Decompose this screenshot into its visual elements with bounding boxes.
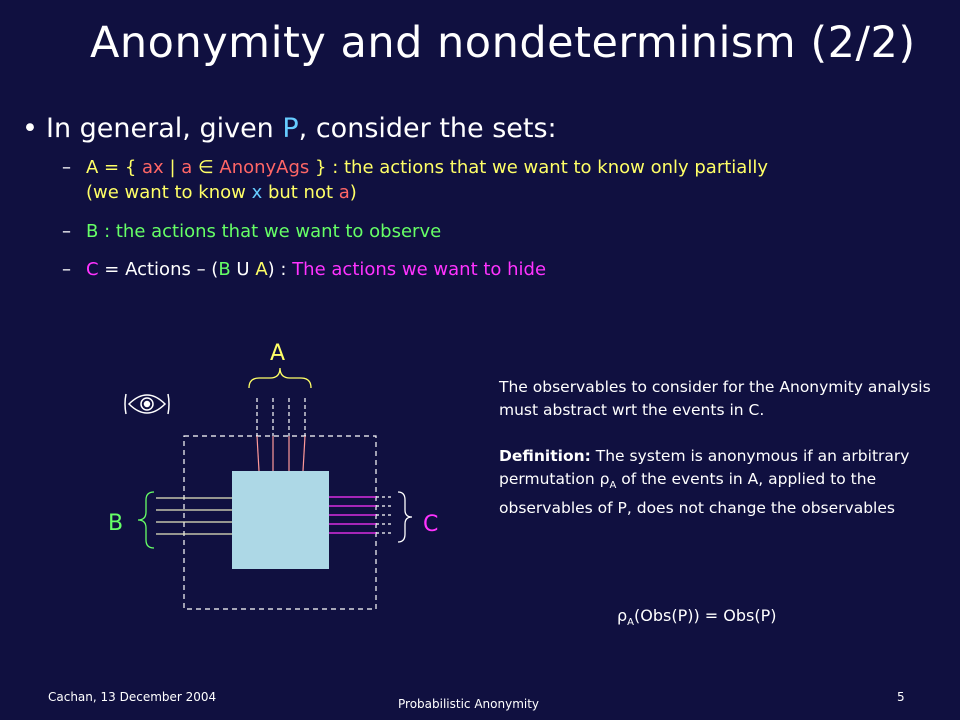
bullet-post: , consider the sets: [298,113,557,144]
formula-rest: (Obs(P)) = Obs(P) [634,606,777,625]
item-c-label: C [86,259,99,280]
b-brace [138,492,154,548]
item-a-l2c: but not [262,182,339,203]
label-b: B [108,511,124,536]
item-a-l2a: (we want to know [86,182,252,203]
item-a-desc: } : the actions that we want to know only partially [309,157,768,178]
definition-paragraph [499,445,939,520]
c-brace [398,492,412,542]
definition-label: Definition: [499,447,591,465]
item-c-close: ) [267,259,275,280]
item-a-l2d: a [338,182,350,203]
item-a-agents: AnonyAgs [219,157,310,178]
dash-c: – [62,259,71,280]
a-brace [249,368,311,388]
item-a-x: x [251,182,263,203]
item-c-eq: = Actions – ( [98,259,219,280]
item-a-a: a [181,157,193,178]
bullet-dot: • [22,113,38,144]
item-c-b: B [218,259,231,280]
item-c-a: A [255,259,268,280]
eye-icon [125,394,169,414]
item-a-ax: ax [142,157,164,178]
anonymity-formula [617,606,777,628]
c-wires [329,497,392,533]
bullet-p: P [282,113,299,144]
footer-title: Probabilistic Anonymity [398,697,540,711]
side-explanation [499,376,939,543]
system-box [232,471,329,569]
item-a-in: ∈ [192,157,220,178]
item-c-union: U [230,259,256,280]
item-a-l2e: ) [349,182,357,203]
formula-sub: A [627,617,634,629]
item-a-bar: | [163,157,182,178]
label-a: A [270,341,286,366]
footer-date: Cachan, 13 December 2004 [48,690,217,704]
item-c-colon: : [274,259,293,280]
page-number: 5 [897,690,905,704]
dash-b: – [62,221,71,242]
b-wires [156,498,232,534]
slide-title: Anonymity and nondeterminism (2/2) [90,18,916,68]
label-c: C [423,512,439,537]
observables-note: The observables to consider for the Anonymity analysis must abstract wrt the events in C. [499,378,931,419]
dash-a: – [62,157,71,178]
item-b-label: B : [86,221,116,242]
definition-text-2: of the events in A, applied to the observables of P, does not change the observables [499,470,895,518]
item-a-eq: = { [98,157,143,178]
item-a-set: A [86,157,99,178]
definition-text: The system is anonymous if an arbitrary permutation ρ [499,447,910,488]
bullet-pre: In general, given [46,113,283,144]
definition-sub: A [609,480,617,492]
formula-rho: ρ [617,606,628,625]
item-c-text: The actions we want to hide [292,259,547,280]
a-wires [257,398,305,471]
item-b-text: the actions that we want to observe [115,221,442,242]
